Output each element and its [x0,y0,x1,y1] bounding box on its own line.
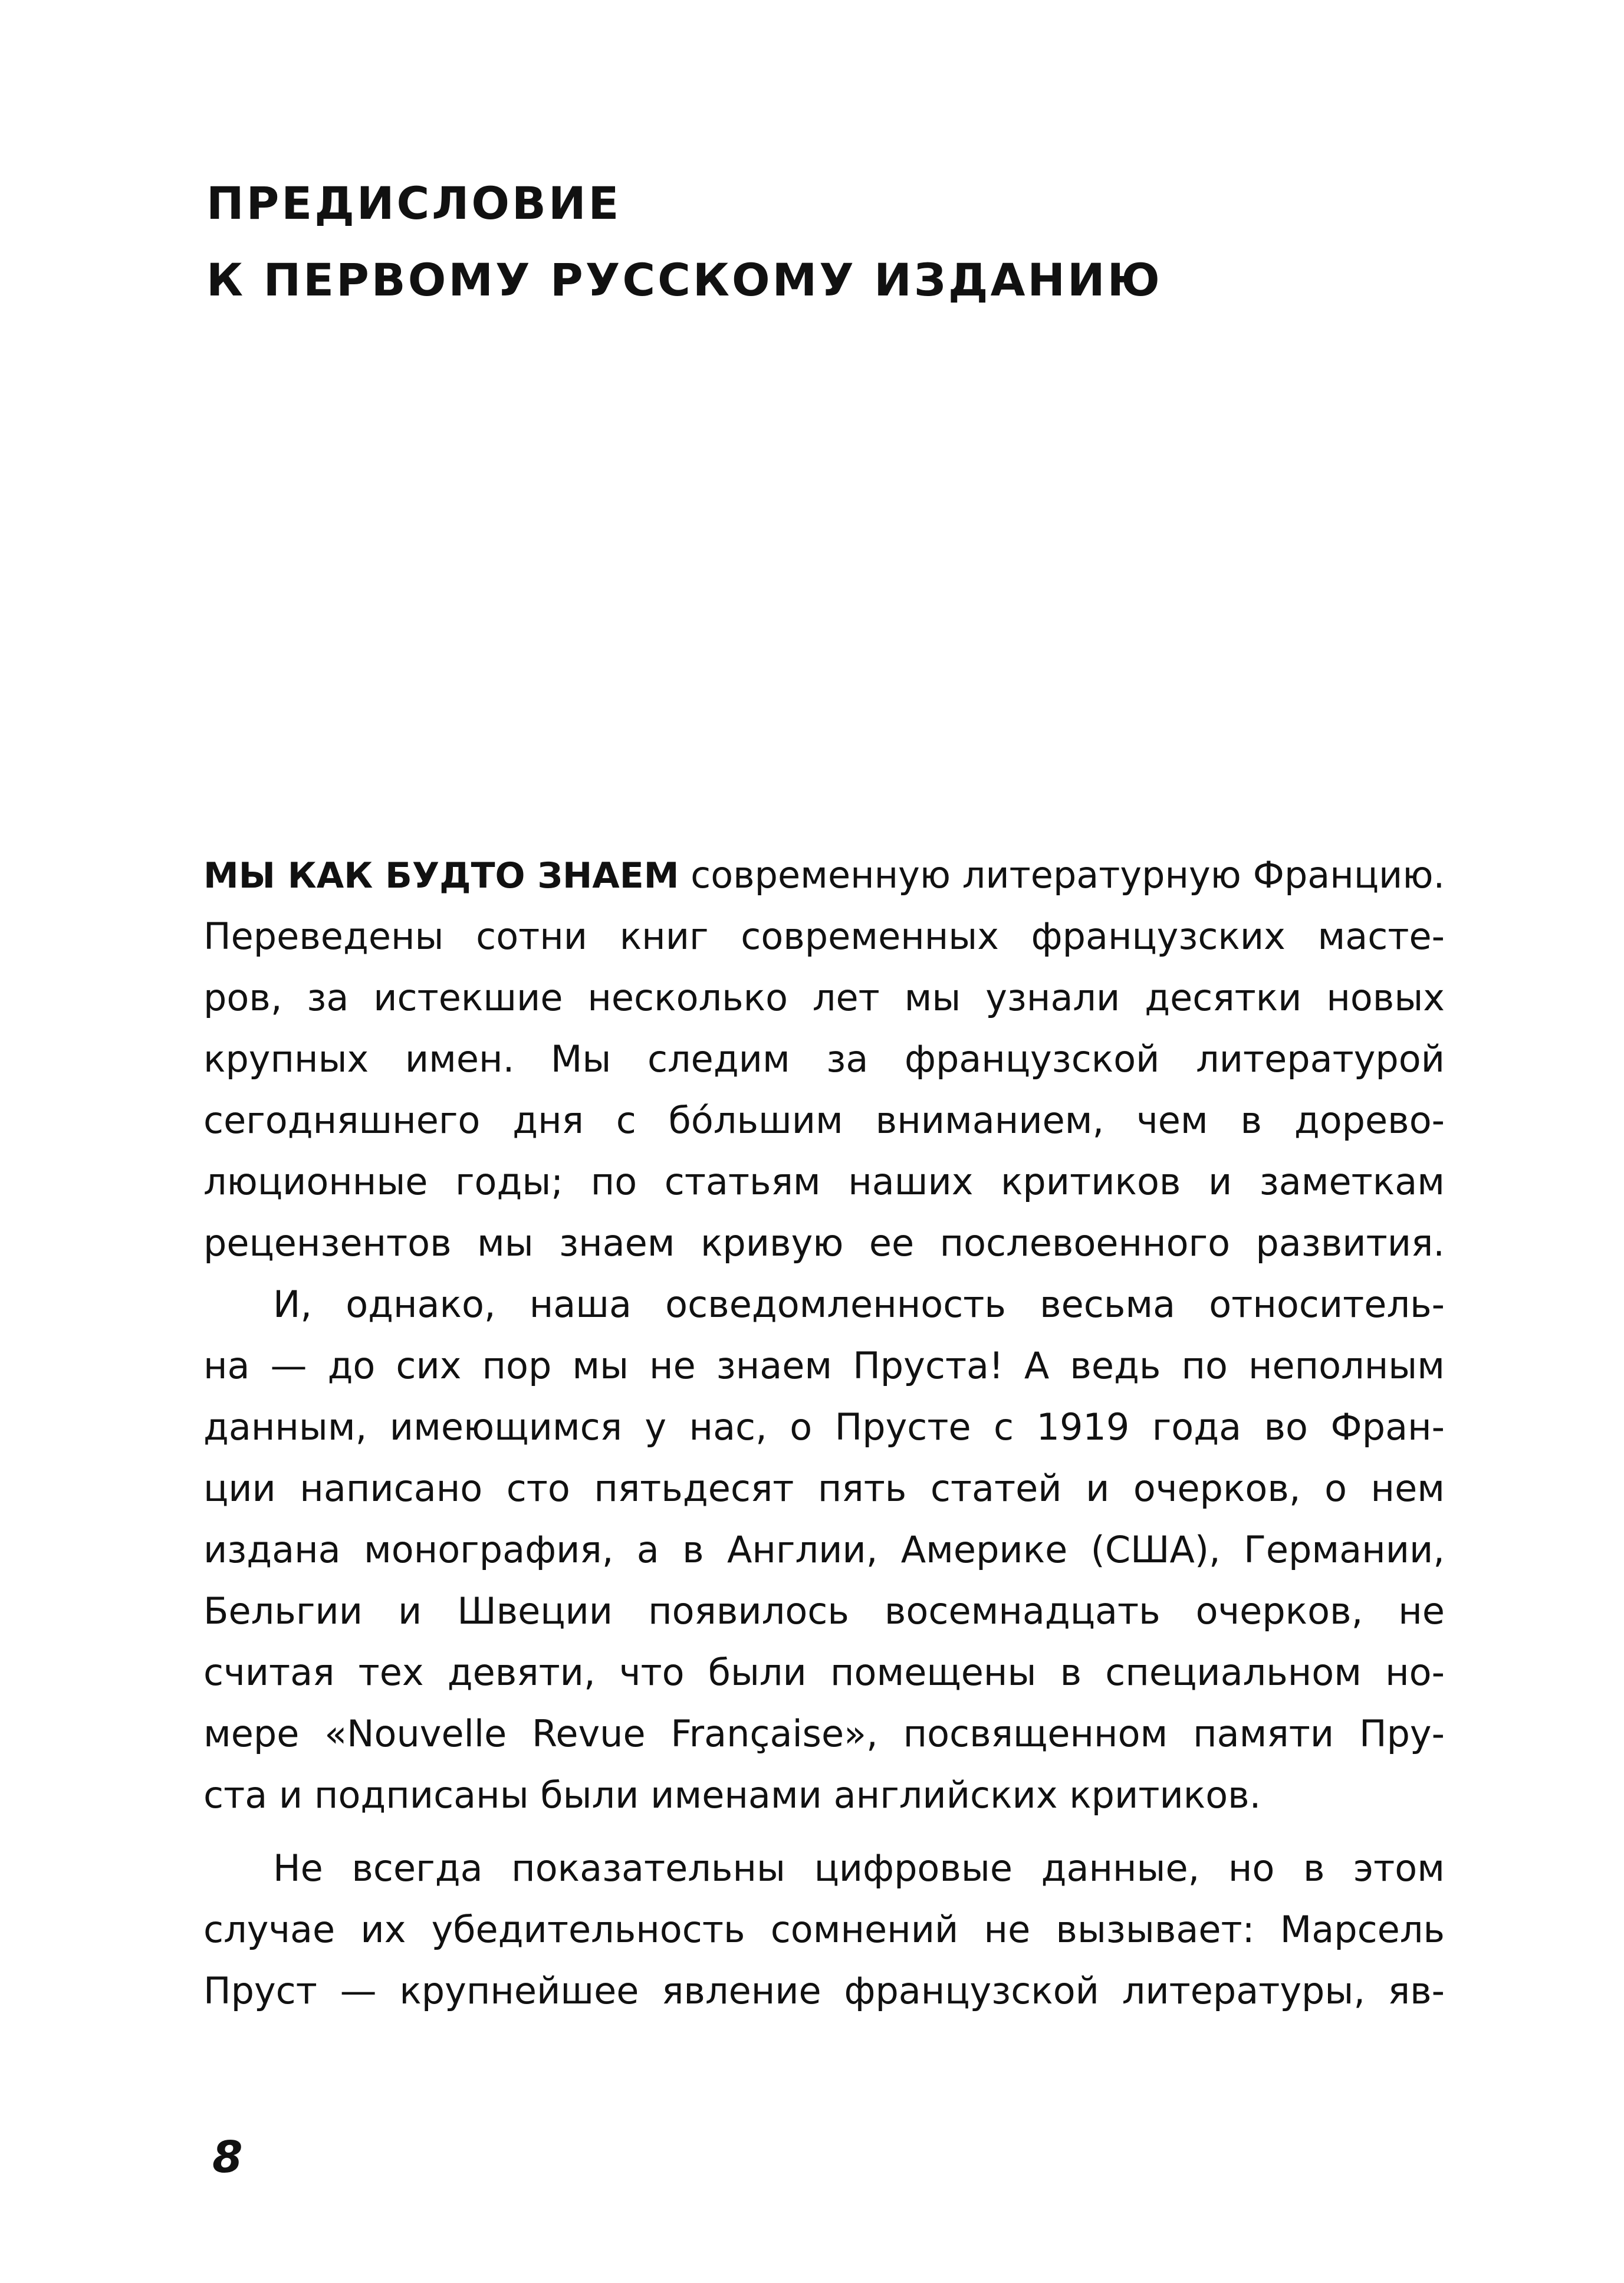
text-line: рецензентов мы знаем кривую ее послевоенного развития. [203,1221,1445,1264]
text-line: ции написано сто пятьдесят пять статей и очерков, о нем [203,1467,1445,1510]
text-line: сегодняшнего дня с бóльшим вниманием, чем в дорево- [203,1099,1445,1142]
text-line: мере «Nouvelle Revue Française», посвященном памяти Пру- [203,1712,1445,1755]
paragraph-3 [203,1838,1445,2022]
text-line: крупных имен. Мы следим за французской литературой [203,1037,1445,1080]
text-line: издана монография, а в Англии, Америке (США), Германии, [203,1528,1445,1571]
text-line: И, однако, наша осведомленность весьма относитель- [273,1283,1445,1326]
text-line [203,845,1445,906]
text-line: ста и подписаны были именами английских критиков. [203,1773,1261,1816]
paragraph-spacing [203,1826,1445,1838]
chapter-heading [206,165,1162,318]
page-number: 8 [212,2132,243,2183]
text-line: Пруст — крупнейшее явление французской литературы, яв- [203,1969,1445,2012]
paragraph-1 [203,845,1445,1274]
text-line: Бельгии и Швеции появилось восемнадцать очерков, не [203,1589,1445,1632]
chapter-heading-line-2: К ПЕРВОМУ РУССКОМУ ИЗДАНИЮ [206,254,1162,306]
lead-in-caps: МЫ КАК БУДТО ЗНАЕМ [203,855,679,896]
text-line: данным, имеющимся у нас, о Прусте с 1919 года во Фран- [203,1405,1445,1448]
text-line: люционные годы; по статьям наших критиков и заметкам [203,1160,1445,1203]
text-line: считая тех девяти, что были помещены в специальном но- [203,1651,1445,1694]
text-line-fragment: современную литературную Францию. [679,853,1445,896]
text-line: Не всегда показательны цифровые данные, но в этом [273,1847,1445,1890]
text-line: случае их убедительность сомнений не вызывает: Марсель [203,1908,1445,1951]
body-text [203,845,1445,2022]
paragraph-2 [203,1274,1445,1826]
text-line: на — до сих пор мы не знаем Пруста! А ведь по неполным [203,1344,1445,1387]
chapter-heading-line-1: ПРЕДИСЛОВИЕ [206,177,622,229]
text-line: Переведены сотни книг современных французских масте- [203,915,1445,958]
text-line: ров, за истекшие несколько лет мы узнали десятки новых [203,976,1445,1019]
